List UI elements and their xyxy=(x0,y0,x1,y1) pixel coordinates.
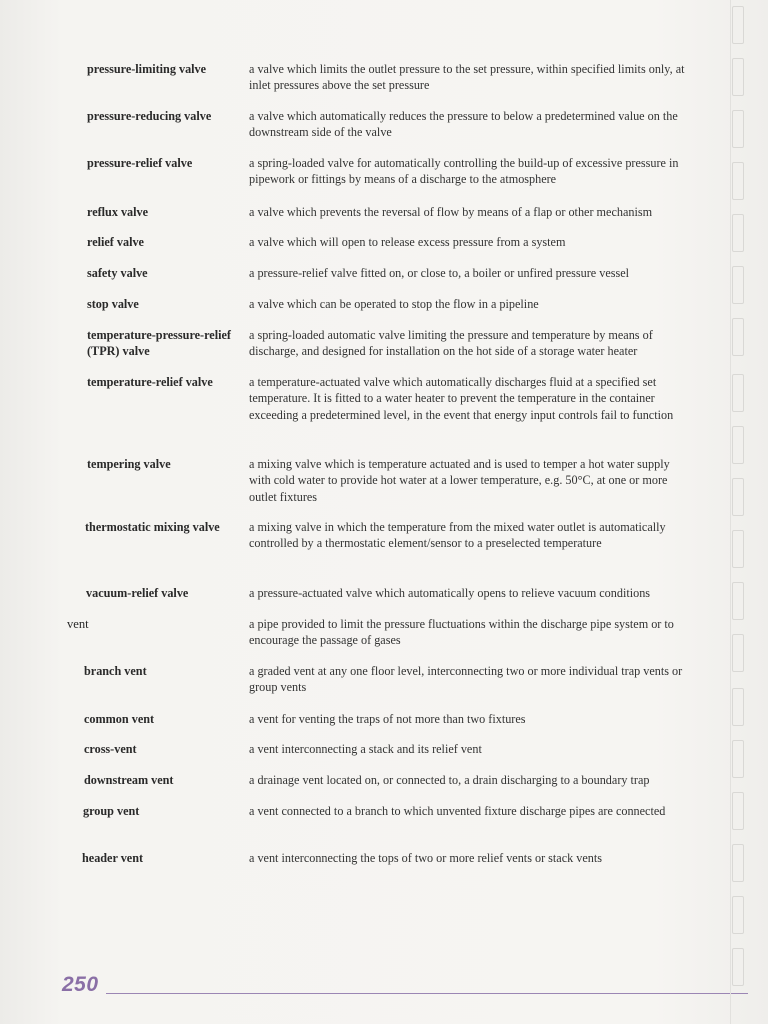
glossary-definition: a graded vent at any one floor level, interconnecting two or more individual trap vents or group vents xyxy=(249,664,683,695)
glossary-term: thermostatic mixing valve xyxy=(85,520,220,534)
binding-tab xyxy=(732,266,744,304)
glossary-term: tempering valve xyxy=(87,457,171,471)
binding-tab xyxy=(732,948,744,986)
glossary-definition: a valve which will open to release excess pressure from a system xyxy=(249,235,566,249)
binding-tab xyxy=(732,740,744,778)
glossary-definition: a spring-loaded automatic valve limiting the pressure and temperature by means of discharge, and designed for installation on the hot side of a storage water heater xyxy=(249,328,653,359)
binding-tab xyxy=(732,162,744,200)
glossary-term: vacuum-relief valve xyxy=(86,586,189,600)
glossary-definition: a vent interconnecting a stack and its relief vent xyxy=(249,742,482,756)
glossary-term: group vent xyxy=(83,804,140,818)
binding-tab xyxy=(732,58,744,96)
glossary-definition: a valve which prevents the reversal of flow by means of a flap or other mechanism xyxy=(249,205,653,219)
binding-tab xyxy=(732,792,744,830)
glossary-term: pressure-reducing valve xyxy=(87,109,212,123)
glossary-definition: a valve which limits the outlet pressure to the set pressure, within specified limits only, at inlet pressures above the set pressure xyxy=(249,62,685,93)
binding-tab xyxy=(732,6,744,44)
glossary-definition: a temperature-actuated valve which automatically discharges fluid at a specified set temperature. It is fitted to a water heater to prevent the temperature in the container exceeding a predetermined level, in the event that energy input controls fail to function xyxy=(249,375,674,422)
glossary-term-main: vent xyxy=(67,617,89,631)
glossary-term: cross-vent xyxy=(84,742,137,756)
glossary-definition: a valve which can be operated to stop the flow in a pipeline xyxy=(249,297,539,311)
binding-tab xyxy=(732,318,744,356)
binding-tab xyxy=(732,634,744,672)
binding-tab xyxy=(732,110,744,148)
binding-tab xyxy=(732,426,744,464)
binding-edge xyxy=(720,0,768,1024)
glossary-term: temperature-relief valve xyxy=(87,375,213,389)
glossary-definition: a valve which automatically reduces the pressure to below a predetermined value on the downstream side of the valve xyxy=(249,109,678,140)
glossary-definition: a mixing valve which is temperature actuated and is used to temper a hot water supply with cold water to provide hot water at a lower temperature, e.g. 50°C, at one or more outlet fixtures xyxy=(249,457,670,504)
glossary-definition: a pressure-actuated valve which automatically opens to relieve vacuum conditions xyxy=(249,586,651,600)
glossary-term: downstream vent xyxy=(84,773,174,787)
glossary-definition: a vent interconnecting the tops of two or more relief vents or stack vents xyxy=(249,851,602,865)
glossary-definition: a pipe provided to limit the pressure fluctuations within the discharge pipe system or to encourage the passage of gases xyxy=(249,617,674,648)
binding-tab xyxy=(732,688,744,726)
glossary-term: common vent xyxy=(84,712,155,726)
binding-tab xyxy=(732,582,744,620)
binding-tab xyxy=(732,896,744,934)
glossary-definition: a vent connected to a branch to which unvented fixture discharge pipes are connected xyxy=(249,804,666,818)
glossary-term: pressure-relief valve xyxy=(87,156,193,170)
binding-tab xyxy=(732,374,744,412)
glossary-term: temperature-pressure-relief (TPR) valve xyxy=(87,328,231,359)
binding-tab xyxy=(732,844,744,882)
glossary-term: reflux valve xyxy=(87,205,149,219)
glossary-definition: a mixing valve in which the temperature from the mixed water outlet is automatically controlled by a thermostatic element/sensor to a preselected temperature xyxy=(249,520,666,551)
glossary-term: stop valve xyxy=(87,297,139,311)
glossary-term: relief valve xyxy=(87,235,144,249)
page-number: 250 xyxy=(62,973,99,996)
glossary-definition: a pressure-relief valve fitted on, or close to, a boiler or unfired pressure vessel xyxy=(249,266,630,280)
glossary-definition: a drainage vent located on, or connected to, a drain discharging to a boundary trap xyxy=(249,773,650,787)
glossary-term: pressure-limiting valve xyxy=(87,62,207,76)
glossary-term: branch vent xyxy=(84,664,147,678)
binding-tab xyxy=(732,530,744,568)
binding-tab xyxy=(732,214,744,252)
page-edge-line xyxy=(730,0,731,1024)
glossary-definition: a spring-loaded valve for automatically controlling the build-up of excessive pressure in pipework or fittings by means of a discharge to the atmosphere xyxy=(249,156,679,187)
glossary-term: header vent xyxy=(82,851,144,865)
glossary-term: safety valve xyxy=(87,266,148,280)
glossary-definition: a vent for venting the traps of not more than two fixtures xyxy=(249,712,526,726)
binding-tab xyxy=(732,478,744,516)
footer-rule xyxy=(106,993,748,994)
